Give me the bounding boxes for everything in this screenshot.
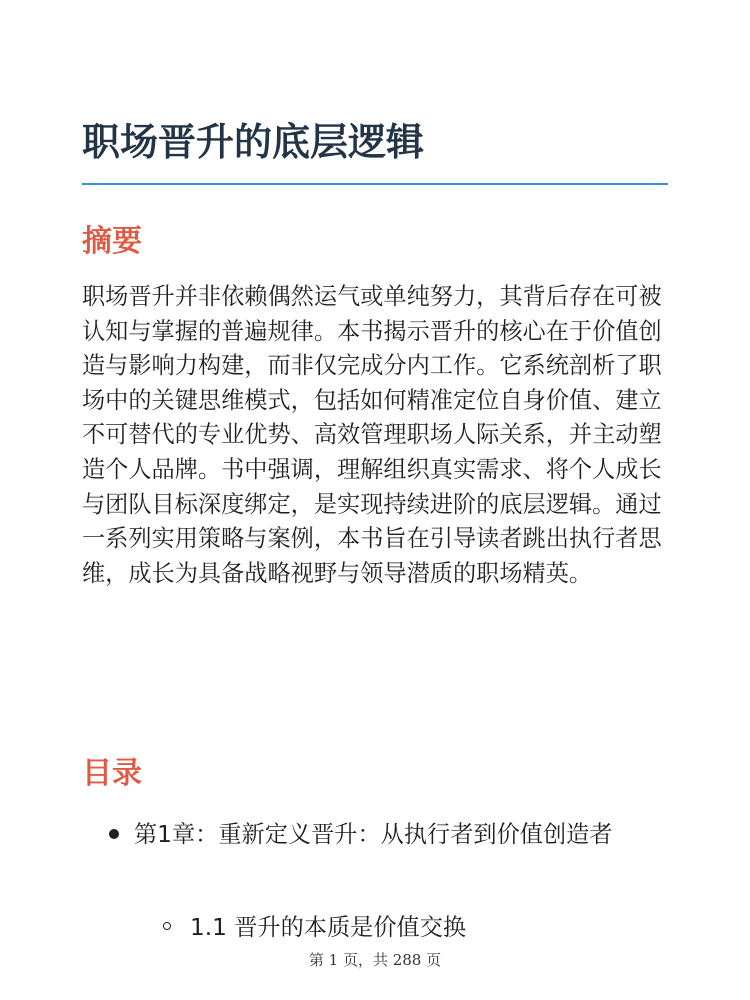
summary-paragraph: 职场晋升并非依赖偶然运气或单纯努力，其背后存在可被认知与掌握的普遍规律。本书揭示晋升的核心在于价值创造与影响力构建，而非仅完成分内工作。它系统剖析了职场中的关键思维模式，包括如何精准定位自身价值、建立不可替代的专业优势、高效管理职场人际关系，并主动塑造个人品牌。书中强调，理解组织真实需求、将个人成长与团队目标深度绑定，是实现持续进阶的底层逻辑。通过一系列实用策略与案例，本书旨在引导读者跳出执行者思维，成长为具备战略视野与领导潜质的职场精英。 bbox=[82, 283, 662, 587]
document-title: 职场晋升的底层逻辑 bbox=[82, 120, 425, 164]
title-divider bbox=[82, 183, 668, 185]
summary-heading: 摘要 bbox=[82, 224, 142, 259]
toc-section-label[interactable]: 1.1 晋升的本质是价值交换 bbox=[190, 914, 467, 941]
toc-chapter-label[interactable]: 第1章：重新定义晋升：从执行者到价值创造者 bbox=[134, 821, 613, 848]
bullet-circle-icon bbox=[163, 922, 171, 930]
toc-heading: 目录 bbox=[82, 756, 142, 791]
page-indicator: 第 1 页，共 288 页 bbox=[308, 951, 442, 969]
bullet-disc-icon bbox=[109, 829, 119, 839]
